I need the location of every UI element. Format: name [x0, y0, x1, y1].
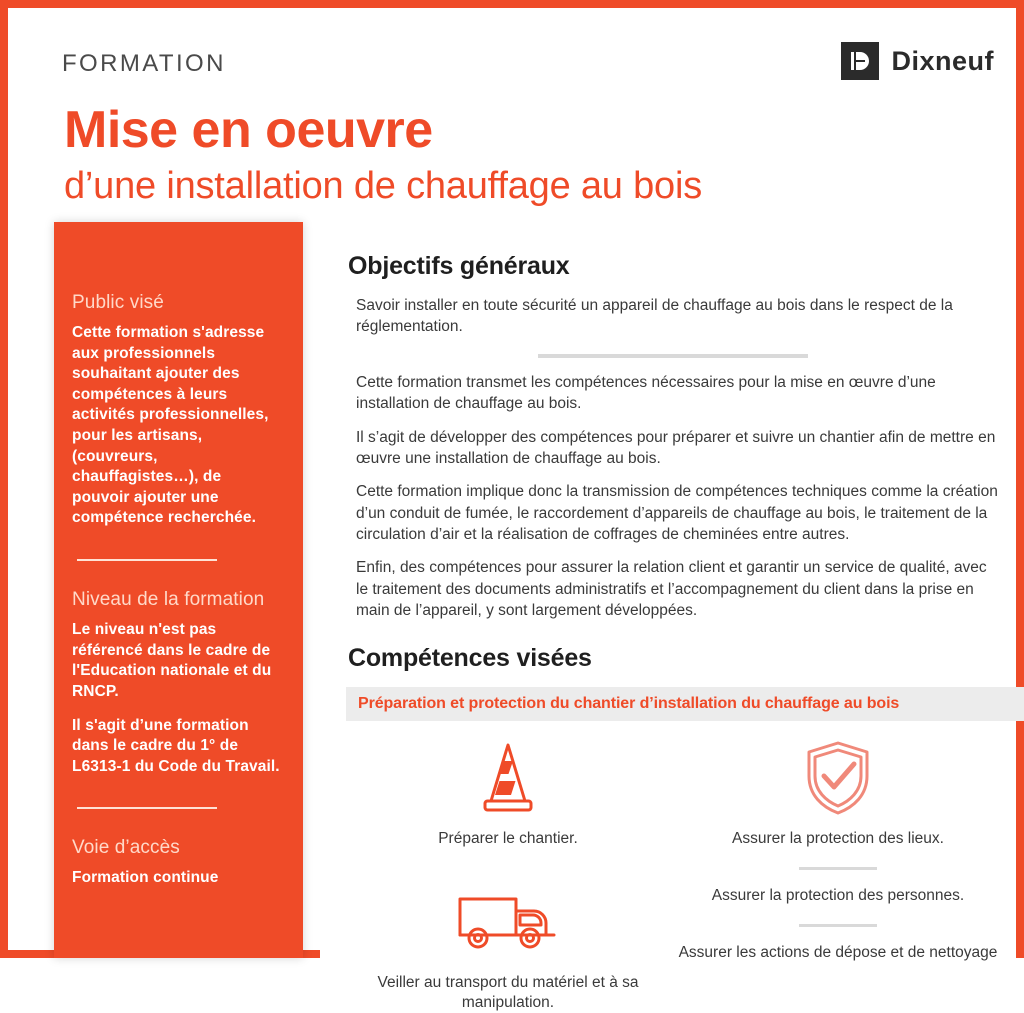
kicker-label: FORMATION	[62, 50, 226, 77]
sidebar-heading: Niveau de la formation	[72, 589, 265, 611]
objectives-lead: Savoir installer en toute sécurité un appareil de chauffage au bois dans le respect de la réglementation.	[356, 297, 953, 336]
sidebar-section-public-vise	[72, 292, 281, 529]
skill-label: Veiller au transport du matériel et à sa manipulation.	[377, 973, 639, 1011]
traffic-cone-icon	[477, 735, 539, 821]
skills-column-right	[678, 735, 998, 1013]
objectives-paragraph: Cette formation transmet les compétences nécessaires pour la mise en œuvre d’une installation de chauffage au bois.	[356, 373, 936, 413]
skills-grid	[348, 735, 998, 1013]
skill-item	[712, 886, 964, 906]
logo-monogram-icon	[841, 42, 879, 80]
sidebar-paragraph: Formation continue	[72, 869, 219, 887]
sidebar-paragraph: Cette formation s'adresse aux professionnels souhaitant ajouter des compétences à leurs activités professionnelles, pour les artisans, (couvreurs, chauffagistes…), de pouvoir ajouter une compétence recherchée.	[72, 324, 269, 527]
skill-item	[732, 735, 944, 849]
skill-label: Assurer la protection des personnes.	[711, 886, 965, 904]
brand-logo	[841, 42, 994, 80]
skill-item	[348, 879, 668, 1013]
page-title: Mise en oeuvre	[64, 101, 433, 159]
competences-title: Compétences visées	[348, 643, 592, 672]
shield-check-icon	[802, 735, 874, 821]
skill-divider	[799, 924, 877, 927]
sidebar-paragraph: Le niveau n'est pas référencé dans le cadre de l'Education nationale et du RNCP.	[72, 621, 272, 700]
skill-item	[438, 735, 578, 849]
competences-banner	[346, 687, 1024, 721]
objectives-paragraph: Il s’agit de développer des compétences pour préparer et suivre un chantier afin de mettre en œuvre une installation de chauffage au bois.	[356, 428, 996, 467]
skill-label: Assurer la protection des lieux.	[732, 829, 944, 847]
sidebar-divider	[77, 559, 217, 561]
sidebar	[54, 222, 303, 958]
skill-divider	[799, 867, 877, 870]
sidebar-heading: Public visé	[72, 292, 164, 313]
skill-label: Préparer le chantier.	[438, 829, 578, 847]
objectives-paragraph: Cette formation implique donc la transmission de compétences techniques comme la création d’un conduit de fumée, le raccordement d’appareils de chauffage au bois, le traitement de la circulation d’air et la réalisation de coffrages de cheminées entre autres.	[356, 483, 998, 543]
page-header	[8, 8, 1016, 222]
objectives-title: Objectifs généraux	[348, 252, 570, 280]
sidebar-section-voie-acces	[72, 837, 281, 889]
objectives-paragraph: Enfin, des compétences pour assurer la relation client et garantir un service de qualité, avec le traitement des documents administratifs et l’accompagnement du client dans la prise en main de l’appareil, y sont largement développées.	[356, 559, 987, 620]
sidebar-paragraph: Il s'agit d’une formation dans le cadre du 1° de L6313-1 du Code du Travail.	[72, 716, 280, 775]
page-subtitle: d’une installation de chauffage au bois	[64, 165, 702, 207]
main-content	[320, 222, 1016, 1011]
skill-label: Assurer les actions de dépose et de nettoyage	[678, 943, 998, 961]
sidebar-heading: Voie d’accès	[72, 837, 180, 859]
skills-column-left	[348, 735, 668, 1013]
sidebar-section-niveau	[72, 589, 281, 777]
logo-wordmark: Dixneuf	[891, 45, 994, 76]
competences-banner-label: Préparation et protection du chantier d’installation du chauffage au bois	[358, 694, 900, 712]
section-divider	[538, 354, 808, 358]
delivery-truck-icon	[456, 879, 560, 965]
skill-item	[679, 943, 998, 963]
sidebar-divider	[77, 807, 217, 809]
